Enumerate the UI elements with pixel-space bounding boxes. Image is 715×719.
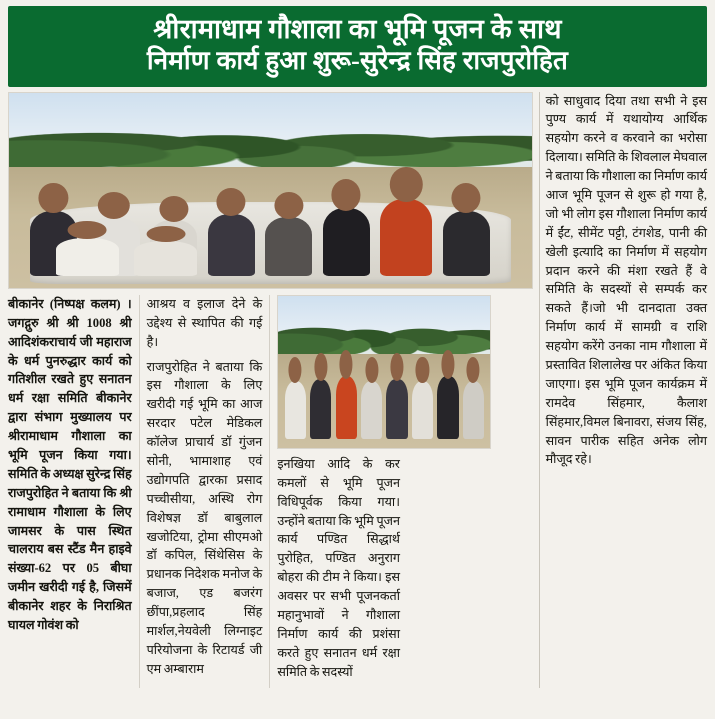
headline-line-2: निर्माण कार्य हुआ शुरू-सुरेन्द्र सिंह राजपुरोहित <box>146 45 569 75</box>
photo-person <box>310 379 331 439</box>
headline-line-1: श्रीरामाधाम गौशाला का भूमि पूजन के साथ <box>153 14 562 44</box>
left-column-group <box>8 92 531 688</box>
photo-people-group <box>278 323 490 439</box>
article-body <box>8 92 707 688</box>
photo-person <box>412 381 433 439</box>
photo-person <box>443 211 490 276</box>
second-photo <box>277 295 491 449</box>
article-paragraph: राजपुरोहित ने बताया कि इस गौशाला के लिए खरीदी गई भूमि का आज सरदार पटेल मेडिकल कॉलेज प्राचार्य डॉ गुंजन सोनी, भामाशाह एवं उद्योगपति द्वारका प्रसाद पच्चीसीया, अस्थि रोग विशेषज्ञ डॉ बाबुलाल खजोटिया, ट्रोमा सीएमओ डॉ कपिल, सिंथेसिस के प्रधानक निदेशक मनोज के बजाज, एड बजरंग छींपा,प्रहलाद सिंह मार्शल,नेयवेली लिग्नाइट परियोजना के रिटायर्ड जी एम अम्बाराम <box>146 359 263 676</box>
article-paragraph: आश्रय व इलाज देने के उद्देश्य से स्थापित की गई है। <box>146 296 263 349</box>
article-paragraph: बीकानेर (निष्पक्ष कलम) । जगद्गुरु श्री श्री 1008 श्री आदिशंकराचार्य जी महाराज के धर्म पुनरुद्धार कार्य को गतिशील रखते हुए सनातन धर्म रक्षा समिति बीकानेर द्वारा संभाग मुख्यालय पर श्रीरामाधाम गौशाला का भूमि पूजन किया गया।समिति के अध्यक्ष सुरेन्द्र सिंह राजपुरोहित ने बताया कि श्री रामाधाम गौशाला के लिए जामसर के पास स्थित चालराय बस स्टैंड मैन हाइवे संख्या-62 पर 05 बीघा जमीन खरीदी गई है, जिसमें बीकानेर शहर के निराश्रित घायल गोवंश को <box>8 296 132 632</box>
photo-person <box>265 217 312 276</box>
photo-seated-person <box>134 241 197 277</box>
article-column-3 <box>269 295 400 688</box>
photo-person <box>463 381 484 439</box>
main-photo <box>8 92 533 289</box>
photo-seated-person <box>56 238 119 277</box>
article-column-1 <box>8 295 139 688</box>
article-columns <box>8 295 531 688</box>
photo-person <box>285 381 306 439</box>
photo-person <box>386 379 407 439</box>
photo-person <box>361 381 382 439</box>
photo-person-saffron <box>380 199 432 276</box>
article-paragraph: को साधुवाद दिया तथा सभी ने इस पुण्य कार्य में यथायोग्य आर्थिक सहयोग करने व करवाने का भरोसा दिलाया। समिति के शिवलाल मेघवाल ने बताया कि गौशाला का निर्माण कार्य आज भूमि पूजन से शुरू हो गया है, जो भी लोग इस गौशाला निर्माण कार्य में ईंट, सीमेंट पट्टी, टंगशेड, पानी की खेली इत्यादि का निर्माण में सहयोग प्रदान करने की मंशा रखते हैं वे समिति के सदस्यों से सम्पर्क कर सकते हैं।जो भी दानदाता उक्त निर्माण कार्य में सामग्री व राशि सहयोग करेंगे उनका नाम गौशाला में प्रस्तावित शिलालेख पर अंकित किया जाएगा। इस भूमि पूजन कार्यक्रम में रामदेव सिंहमार, कैलाश सिंहमार,विमल बिनावरा, संजय सिंह, सावन पारीक सहित अनेक लोग मौजूद रहे। <box>545 93 707 467</box>
photo-person <box>437 376 458 438</box>
photo-people-group <box>9 128 532 276</box>
photo-person <box>323 208 370 276</box>
article-paragraph: इनखिया आदि के कर कमलों से भूमि पूजन विधिपूर्वक किया गया। उन्होंने बताया कि भूमि पूजन कार्य पण्डित सिद्धार्थ पुरोहित, पण्डित अनुराग बोहरा की टीम ने किया। इस अवसर पर सभी पूजनकर्ता महानुभावों ने गौशाला निर्माण कार्य की प्रशंसा करते हुए सनातन धर्म रक्षा समिति के सदस्यों <box>277 456 400 679</box>
headline-banner <box>8 6 707 87</box>
photo-person <box>208 214 255 276</box>
article-column-4 <box>539 92 707 688</box>
article-column-2 <box>139 295 270 688</box>
photo-person-saffron <box>336 376 357 438</box>
